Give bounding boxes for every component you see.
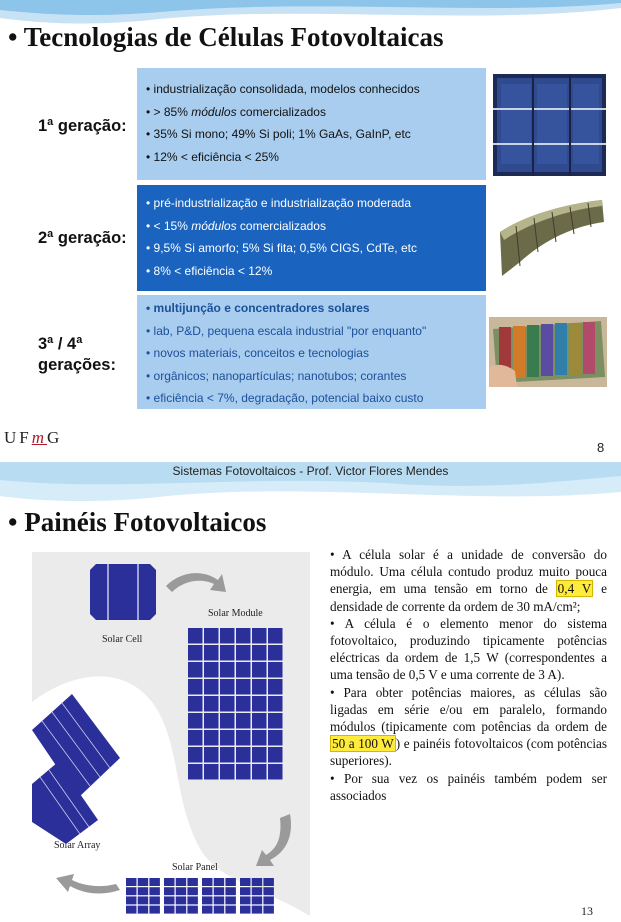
generation-3-4-label <box>38 334 116 376</box>
pv-cell <box>252 645 267 661</box>
pv-cell <box>214 878 225 886</box>
pv-cell <box>252 713 267 729</box>
pv-cell <box>204 696 219 712</box>
solar-cell-label: Solar Cell <box>102 634 143 645</box>
pv-cell <box>149 906 160 914</box>
pv-cell <box>220 645 235 661</box>
pv-cell <box>236 730 251 746</box>
pv-cell <box>164 878 175 886</box>
panel-description-text <box>330 546 607 804</box>
generation-2-item: • pré-industrialização e industrialização moderada <box>146 196 412 210</box>
pv-cell <box>268 747 283 763</box>
pv-cell <box>176 906 187 914</box>
paragraph-2: • A célula é o elemento menor do sistema fotovoltaico, produzindo tipicamente potências eléctricas da ordem de 1,5 W (correspondentes a uma tensão de 0,5 V e uma corrente de 3 A). <box>330 615 607 683</box>
generation-1-item: • 12% < eficiência < 25% <box>146 149 279 164</box>
pv-cell <box>263 878 274 886</box>
generation-1-item: • industrialização consolidada, modelos conhecidos <box>146 82 420 96</box>
generation-1-item: • > 85% módulos comercializados <box>146 104 326 119</box>
pv-cell <box>202 887 213 895</box>
pv-cell <box>236 628 251 644</box>
pv-cell <box>188 645 203 661</box>
pv-cell <box>164 906 175 914</box>
pv-cell <box>236 696 251 712</box>
pv-cell <box>149 896 160 904</box>
pv-cell <box>220 679 235 695</box>
pv-cell <box>126 878 137 886</box>
pv-cell <box>176 878 187 886</box>
pv-cell <box>252 696 267 712</box>
solar-cell-graphic <box>90 564 156 620</box>
pv-cell <box>188 696 203 712</box>
pv-cell <box>236 747 251 763</box>
pv-cell <box>187 878 198 886</box>
pv-cell <box>188 713 203 729</box>
generation-3-item: • orgânicos; nanopartículas; nanotubos; corantes <box>146 368 407 383</box>
pv-cell <box>225 906 236 914</box>
pv-cell <box>252 679 267 695</box>
pv-cell <box>220 730 235 746</box>
pv-cell <box>263 887 274 895</box>
pv-cell <box>268 645 283 661</box>
pv-cell <box>204 628 219 644</box>
pv-cell <box>188 662 203 678</box>
logo-text-right: G <box>47 428 63 447</box>
pv-cell <box>263 906 274 914</box>
text-run: • A célula solar é a unidade de conversão do módulo. Uma célula contudo produz muito pouca energia, em uma tensão em torno de <box>330 547 607 597</box>
pv-cell <box>214 887 225 895</box>
pv-cell <box>126 896 137 904</box>
pv-cell <box>204 764 219 780</box>
text-run: • Para obter potências maiores, as células são ligadas em série e/ou em paralelo, formando módulos (tipicamente com potências da ordem de <box>330 684 607 735</box>
generation-2-box <box>137 185 486 291</box>
pv-cell <box>138 878 149 886</box>
pv-cell <box>236 764 251 780</box>
slide-title: • Tecnologias de Células Fotovoltaicas <box>8 22 444 52</box>
generation-1-box <box>137 68 486 180</box>
pv-cell <box>187 906 198 914</box>
pv-cell <box>187 887 198 895</box>
thin-film-cell-photo <box>494 196 606 280</box>
solar-array-label: Solar Array <box>54 840 101 851</box>
pv-cell <box>204 713 219 729</box>
pv-cell <box>220 713 235 729</box>
mono-silicon-cell-photo <box>493 74 606 176</box>
logo-text-m: m <box>31 428 48 447</box>
page-number: 8 <box>597 440 605 455</box>
pv-cell <box>202 878 213 886</box>
pv-cell <box>204 747 219 763</box>
paragraph-1 <box>330 546 607 615</box>
pv-cell <box>252 747 267 763</box>
generation-3-item: • novos materiais, conceitos e tecnologias <box>146 346 369 360</box>
pv-cell <box>220 764 235 780</box>
highlight-voltage: 0,4 V <box>557 581 592 597</box>
pv-cell <box>240 906 251 914</box>
pv-cell <box>187 896 198 904</box>
pv-cell <box>214 906 225 914</box>
pv-cell <box>202 906 213 914</box>
pv-cell <box>240 878 251 886</box>
pv-cell <box>188 628 203 644</box>
logo-text-left: UF <box>4 428 32 447</box>
generation-3-4-label-line1: 3ª / 4ª <box>38 335 83 353</box>
pv-cell <box>236 679 251 695</box>
generation-2-item: • 8% < eficiência < 12% <box>146 263 273 278</box>
pv-cell <box>220 628 235 644</box>
pv-cell <box>252 896 263 904</box>
pv-cell <box>188 730 203 746</box>
pv-cell <box>240 896 251 904</box>
pv-cell <box>240 887 251 895</box>
pv-cell <box>252 764 267 780</box>
generation-1-item: • 35% Si mono; 49% Si poli; 1% GaAs, GaInP, etc <box>146 127 411 141</box>
pv-cell <box>176 887 187 895</box>
pv-cell <box>268 730 283 746</box>
pv-cell <box>268 662 283 678</box>
cell-module-panel-array-diagram <box>32 552 310 916</box>
pv-cell <box>252 906 263 914</box>
generation-3-box <box>137 295 486 409</box>
generation-1-label: 1ª geração: <box>38 117 127 135</box>
pv-cell <box>236 662 251 678</box>
pv-cell <box>164 896 175 904</box>
text-run: ) e painéis fotovoltaicos (com potências superiores). <box>330 736 607 769</box>
pv-cell <box>268 679 283 695</box>
paragraph-3 <box>330 684 607 770</box>
pv-cell <box>138 896 149 904</box>
generation-2-label: 2ª geração: <box>38 229 127 247</box>
page-number: 13 <box>581 904 593 918</box>
pv-cell <box>220 662 235 678</box>
pv-cell <box>176 896 187 904</box>
pv-cell <box>263 896 274 904</box>
pv-cell <box>138 887 149 895</box>
pv-cell <box>268 764 283 780</box>
solar-module-label: Solar Module <box>208 608 263 619</box>
pv-cell <box>202 896 213 904</box>
solar-panel-label: Solar Panel <box>172 862 218 873</box>
pv-cell <box>188 679 203 695</box>
pv-cell <box>188 764 203 780</box>
generation-2-item: • 9,5% Si amorfo; 5% Si fita; 0,5% CIGS, CdTe, etc <box>146 241 417 255</box>
generation-2-item: • < 15% módulos comercializados <box>146 218 326 233</box>
pv-cell <box>225 878 236 886</box>
pv-cell <box>220 696 235 712</box>
pv-cell <box>252 887 263 895</box>
pv-cell <box>252 662 267 678</box>
pv-cell <box>225 887 236 895</box>
presentation-footer: Sistemas Fotovoltaicos - Prof. Victor Flores Mendes <box>172 464 449 478</box>
pv-cell <box>204 679 219 695</box>
generation-3-item: • multijunção e concentradores solares <box>146 301 370 315</box>
paragraph-4: • Por sua vez os painéis também podem ser associados <box>330 770 607 803</box>
organic-cell-photo <box>489 317 607 387</box>
pv-cell <box>252 628 267 644</box>
pv-cell <box>236 713 251 729</box>
pv-cell <box>252 730 267 746</box>
pv-cell <box>214 896 225 904</box>
pv-cell <box>149 878 160 886</box>
pv-cell <box>188 747 203 763</box>
pv-cell <box>126 887 137 895</box>
slide-2 <box>0 462 621 922</box>
pv-cell <box>149 887 160 895</box>
pv-cell <box>138 906 149 914</box>
highlight-power: 50 a 100 W <box>332 736 394 752</box>
pv-cell <box>220 747 235 763</box>
pv-cell <box>204 730 219 746</box>
ufmg-logo <box>4 428 62 448</box>
pv-cell <box>204 645 219 661</box>
slide-title: • Painéis Fotovoltaicos <box>8 507 267 537</box>
text-run: e densidade de corrente da ordem de 30 mA/cm²; <box>330 581 607 614</box>
pv-cell <box>268 713 283 729</box>
pv-cell <box>268 628 283 644</box>
pv-cell <box>268 696 283 712</box>
pv-cell <box>126 906 137 914</box>
pv-cell <box>204 662 219 678</box>
generation-3-4-label-line2: gerações: <box>38 356 116 374</box>
pv-cell <box>236 645 251 661</box>
pv-cell <box>225 896 236 904</box>
pv-cell <box>252 878 263 886</box>
generation-3-item: • lab, P&D, pequena escala industrial "por enquanto" <box>146 323 427 338</box>
pv-cell <box>164 887 175 895</box>
generation-3-item: • eficiência < 7%, degradação, potencial baixo custo <box>146 391 424 405</box>
